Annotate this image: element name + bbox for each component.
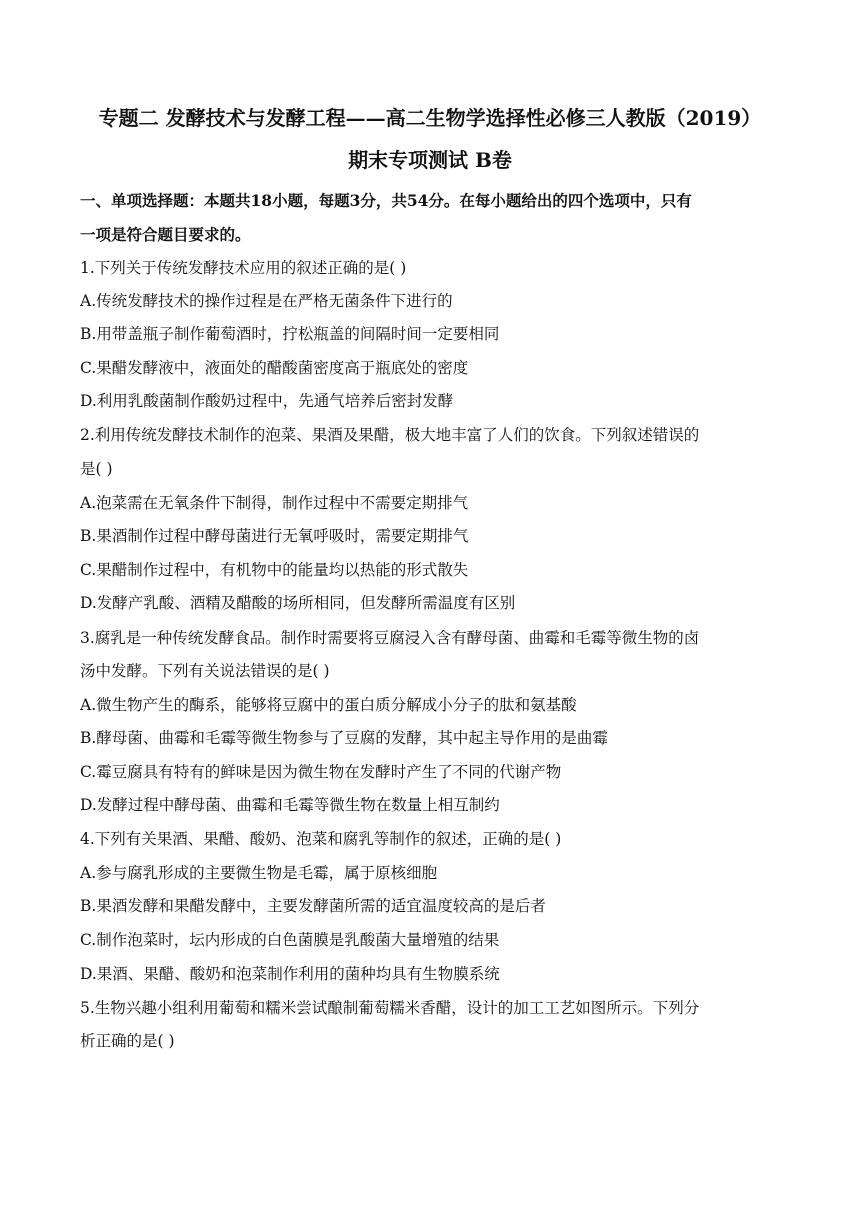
question-4-option-c: C.制作泡菜时，坛内形成的白色菌膜是乳酸菌大量增殖的结果 [80, 931, 500, 949]
question-3-option-c: C.霉豆腐具有特有的鲜味是因为微生物在发酵时产生了不同的代谢产物 [80, 763, 562, 781]
document-subtitle: 期末专项测试 B卷 [348, 148, 512, 172]
section-heading: 一、单项选择题：本题共18小题，每题3分，共54分。在每小题给出的四个选项中，只有 [80, 191, 692, 210]
question-2-option-a: A.泡菜需在无氧条件下制得，制作过程中不需要定期排气 [80, 494, 469, 512]
question-1-option-d: D.利用乳酸菌制作酸奶过程中，先通气培养后密封发酵 [80, 392, 454, 410]
question-2-option-b: B.果酒制作过程中酵母菌进行无氧呼吸时，需要定期排气 [80, 527, 469, 545]
question-5-stem-cont: 析正确的是( ) [80, 1032, 175, 1050]
question-2-stem-cont: 是( ) [80, 460, 113, 478]
question-1-option-a: A.传统发酵技术的操作过程是在严格无菌条件下进行的 [80, 292, 453, 310]
question-3-stem-cont: 汤中发酵。下列有关说法错误的是( ) [80, 662, 330, 680]
question-4-option-a: A.参与腐乳形成的主要微生物是毛霉，属于原核细胞 [80, 864, 438, 882]
question-4-stem: 4.下列有关果酒、果醋、酸奶、泡菜和腐乳等制作的叙述，正确的是( ) [80, 830, 562, 848]
document-title: 专题二 发酵技术与发酵工程——高二生物学选择性必修三人教版（2019） [98, 106, 762, 130]
question-3-option-b: B.酵母菌、曲霉和毛霉等微生物参与了豆腐的发酵，其中起主导作用的是曲霉 [80, 729, 608, 747]
question-3-option-d: D.发酵过程中酵母菌、曲霉和毛霉等微生物在数量上相互制约 [80, 796, 500, 814]
question-2-option-c: C.果醋制作过程中，有机物中的能量均以热能的形式散失 [80, 561, 469, 579]
question-1-option-c: C.果醋发酵液中，液面处的醋酸菌密度高于瓶底处的密度 [80, 359, 469, 377]
question-1-option-b: B.用带盖瓶子制作葡萄酒时，拧松瓶盖的间隔时间一定要相同 [80, 325, 500, 343]
question-4-option-d: D.果酒、果醋、酸奶和泡菜制作利用的菌种均具有生物膜系统 [80, 965, 500, 983]
question-2-option-d: D.发酵产乳酸、酒精及醋酸的场所相同，但发酵所需温度有区别 [80, 594, 516, 612]
question-2-stem: 2.利用传统发酵技术制作的泡菜、果酒及果醋，极大地丰富了人们的饮食。下列叙述错误的 [80, 426, 700, 444]
question-5-stem: 5.生物兴趣小组利用葡萄和糯米尝试酿制葡萄糯米香醋，设计的加工工艺如图所示。下列分 [80, 999, 700, 1017]
question-4-option-b: B.果酒发酵和果醋发酵中，主要发酵菌所需的适宜温度较高的是后者 [80, 897, 546, 915]
question-3-option-a: A.微生物产生的酶系，能够将豆腐中的蛋白质分解成小分子的肽和氨基酸 [80, 696, 577, 714]
question-1-stem: 1.下列关于传统发酵技术应用的叙述正确的是( ) [80, 259, 407, 277]
section-heading-cont: 一项是符合题目要求的。 [80, 225, 251, 244]
question-3-stem: 3.腐乳是一种传统发酵食品。制作时需要将豆腐浸入含有酵母菌、曲霉和毛霉等微生物的卤 [80, 629, 700, 647]
